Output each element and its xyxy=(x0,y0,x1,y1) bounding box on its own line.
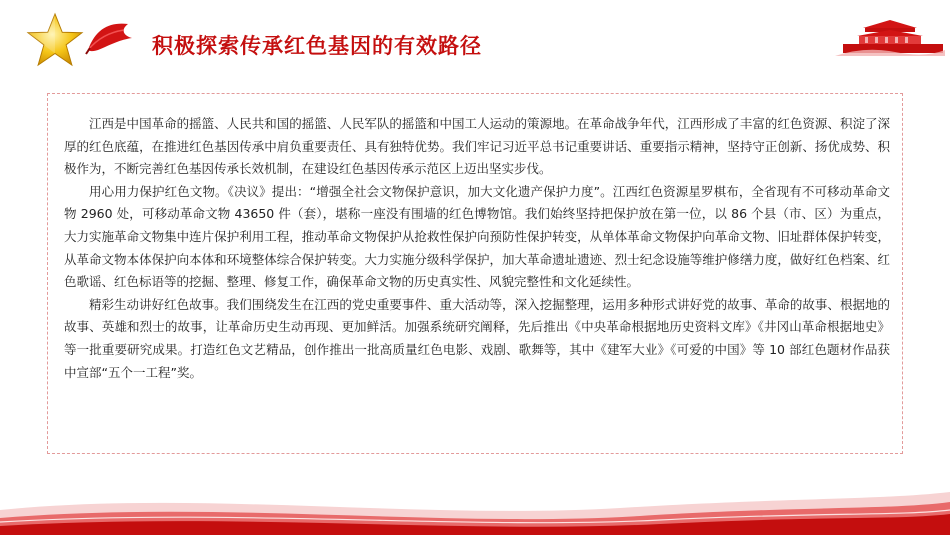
paragraph-3: 精彩生动讲好红色故事。我们围绕发生在江西的党史重要事件、重大活动等，深入挖掘整理，运用多种形式讲好党的故事、革命的故事、根据地的故事、英雄和烈士的故事，让革命历史生动再现、更加鲜活。加强系统研究阐释，先后推出《中央革命根据地历史资料文库》《井冈山革命根据地史》等一批重要研究成果。打造红色文艺精品，创作推出一批高质量红色电影、戏剧、歌舞等，其中《建军大业》《可爱的中国》等 10 部红色题材作品获中宣部“五个一工程”奖。 xyxy=(64,296,890,380)
tiananmen-icon xyxy=(835,16,945,56)
page-title: 积极探索传承红色基因的有效路径 xyxy=(152,34,482,58)
paragraph-2: 用心用力保护红色文物。《决议》提出：“增强全社会文物保护意识，加大文化遗产保护力度”。江西红色资源星罗棋布，全省现有不可移动革命文物 2960 处，可移动革命文物 43650 件（套），堪称一座没有围墙的红色博物馆。我们始终坚持把保护放在第一位，以 86 个县（市、区）为重点，大力实施革命文物集中连片保护利用工程，推动革命文物保护从抢救性保护向预防性保护转变，从单体革命文物保护向革命文物、旧址群体保护转变，从革命文物本体保护向本体和环境整体综合保护转变。大力实施分级科学保护，加大革命遗址遗迹、烈士纪念设施等维护修缮力度，做好红色档案、红色歌谣、红色标语等的挖掘、整理、修复工作，确保革命文物的历史真实性、风貌完整性和文化延续性。 xyxy=(64,183,890,290)
paragraph-1: 江西是中国革命的摇篮、人民共和国的摇篮、人民军队的摇篮和中国工人运动的策源地。在革命战争年代，江西形成了丰富的红色资源、积淀了深厚的红色底蕴，在推进红色基因传承中肩负重要责任、具有独特优势。我们牢记习近平总书记重要讲话、重要指示精神，坚持守正创新、扬优成势、积极作为，不断完善红色基因传承长效机制，在建设红色基因传承示范区上迈出坚实步伐。 xyxy=(64,116,890,177)
gold-star-icon xyxy=(26,12,84,68)
footer-wave xyxy=(0,470,950,535)
header xyxy=(0,0,950,80)
red-flag-icon xyxy=(84,20,134,56)
article-body xyxy=(64,113,890,384)
